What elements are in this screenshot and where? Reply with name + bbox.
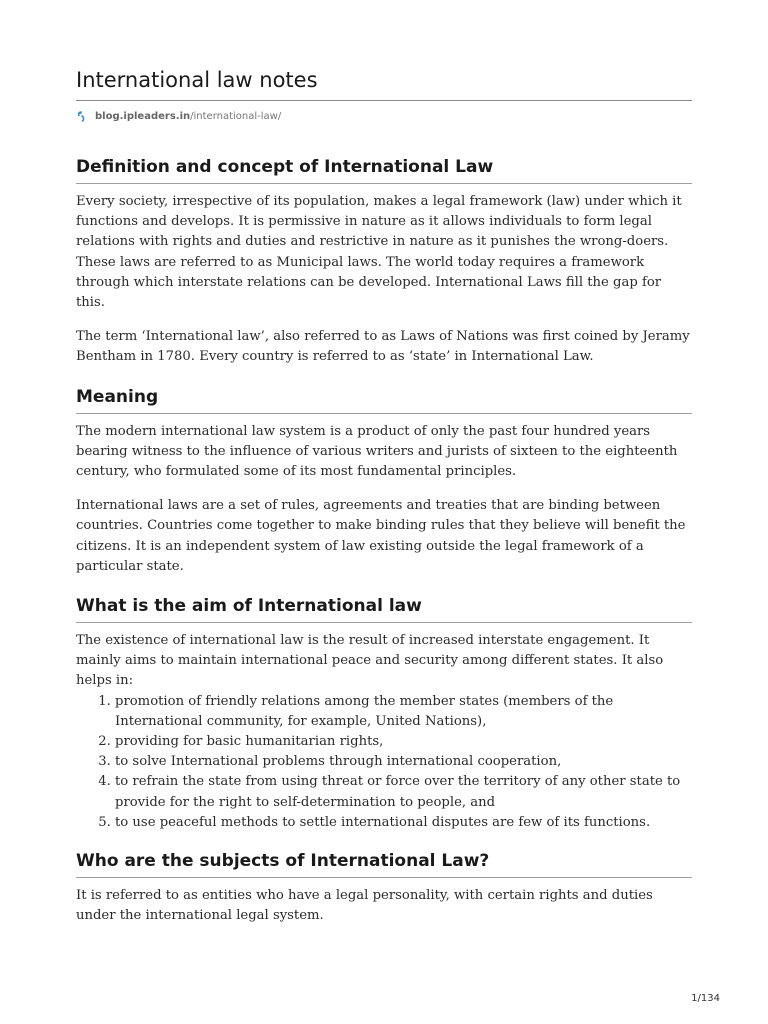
paragraph: The term ‘International law’, also referred to as Laws of Nations was first coined by Jeramy Bentham in 1780. Every country is referred to as ‘state’ in International Law. [76,329,690,365]
document-content [76,66,692,926]
section-heading-definition: Definition and concept of International Law [76,155,692,184]
paragraph: Every society, irrespective of its population, makes a legal framework (law) under which it functions and develops. It is permissive in nature as it allows individuals to form legal relations with rights and duties and restrictive in nature as it punishes the wrong-doers. These laws are referred to as Municipal laws. The world today requires a framework through which interstate relations can be developed. International Laws fill the gap for this. [76,194,682,311]
link-chain-icon [76,109,90,123]
list-item: 4. to refrain the state from using threat or force over the territory of any other state to provide for the right to self-determination to people, and [115,772,692,812]
source-domain[interactable]: blog.ipleaders.in [95,110,191,122]
paragraph: The existence of international law is the result of increased interstate engagement. It mainly aims to maintain international peace and security among different states. It also helps in: [76,633,664,689]
list-item: 5. to use peaceful methods to settle international disputes are few of its functions. [115,813,692,833]
paragraph: It is referred to as entities who have a legal personality, with certain rights and duties under the international legal system. [76,888,653,924]
paragraph: International laws are a set of rules, agreements and treaties that are binding between countries. Countries come together to make binding rules that they believe will benefit the citizens. It is an independent system of law existing outside the legal framework of a particular state. [76,498,686,574]
aims-list [76,692,692,833]
list-item: 1. promotion of friendly relations among the member states (members of the International community, for example, United Nations), [115,692,692,732]
list-item: 3. to solve International problems through international cooperation, [115,752,692,772]
paragraph: The modern international law system is a product of only the past four hundred years bearing witness to the influence of various writers and jurists of sixteen to the eighteenth century, who formulated some of its most fundamental principles. [76,423,678,480]
list-item: 2. providing for basic humanitarian rights, [115,732,692,752]
section-heading-subjects: Who are the subjects of International Law? [76,849,692,878]
section-heading-aim: What is the aim of International law [76,594,692,623]
source-path[interactable]: /international-law/ [190,110,282,122]
page-number: 1/134 [691,993,720,1004]
section-heading-meaning: Meaning [76,385,692,414]
source-link[interactable] [76,105,692,127]
document-title: International law notes [76,66,692,101]
